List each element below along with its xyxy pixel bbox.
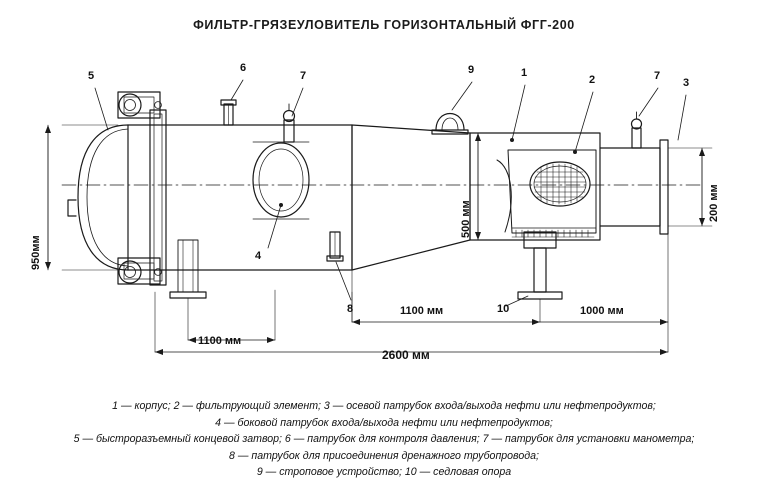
dimension-span-right: 1000 мм <box>580 305 624 317</box>
saddle-support-right <box>518 232 562 299</box>
legend-line-1: 1 — корпус; 2 — фильтрующий элемент; 3 — осевой патрубок входа/выхода нефти или нефтепродуктов; <box>112 400 656 412</box>
drain-nozzle <box>327 232 343 261</box>
callout-1: 1 <box>521 67 528 79</box>
filter-element <box>497 150 596 237</box>
legend-line-4: 8 — патрубок для присоединения дренажного трубопровода; <box>229 449 539 462</box>
callout-10: 10 <box>497 303 510 315</box>
callout-5: 5 <box>88 70 95 82</box>
callout-9: 9 <box>468 64 475 76</box>
dimension-span-total: 2600 мм <box>382 348 430 362</box>
pressure-control-nozzle <box>221 100 236 125</box>
vessel-body <box>62 125 700 270</box>
dimension-height-right: 200 мм <box>708 184 720 222</box>
dimension-span-support: 1100 мм <box>198 335 242 347</box>
axial-nozzle <box>600 112 668 234</box>
callout-dots <box>279 138 577 207</box>
page-title: ФИЛЬТР-ГРЯЗЕУЛОВИТЕЛЬ ГОРИЗОНТАЛЬНЫЙ ФГГ-200 <box>193 18 575 32</box>
callout-4: 4 <box>255 250 262 262</box>
callout-2: 2 <box>589 74 596 86</box>
dimension-extension-lines <box>48 125 712 352</box>
legend <box>0 398 768 481</box>
callout-8: 8 <box>347 303 354 315</box>
legend-line-3: 5 — быстроразъемный концевой затвор; 6 — патрубок для контроля давления; 7 — патрубок для установки манометра; <box>73 433 695 445</box>
side-inlet-nozzle <box>253 104 309 219</box>
callout-3: 3 <box>683 77 690 89</box>
legend-line-2: 4 — боковой патрубок входа/выхода нефти или нефтепродуктов; <box>215 416 553 429</box>
legend-line-5: 9 — строповое устройство; 10 — седловая опора <box>256 466 512 478</box>
callout-6: 6 <box>240 62 247 74</box>
callout-7-axial: 7 <box>654 70 661 82</box>
dimension-height-left: 950мм <box>30 235 42 270</box>
callout-leaders <box>95 80 686 306</box>
saddle-support-left <box>170 240 206 298</box>
dimension-lines <box>45 125 705 355</box>
filter-mesh <box>534 164 586 204</box>
callout-7-side: 7 <box>300 70 307 82</box>
quick-opening-closure <box>68 92 166 285</box>
dimension-span-middle: 1100 мм <box>400 305 444 317</box>
dimension-height-mid: 500 мм <box>460 200 472 238</box>
